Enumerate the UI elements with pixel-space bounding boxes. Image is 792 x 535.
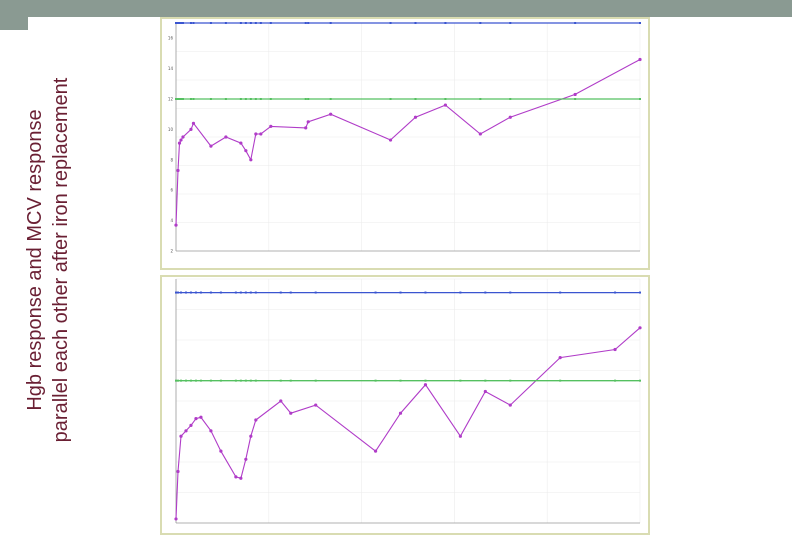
mcv-upper-limit-marker — [180, 292, 182, 294]
hgb-upper-limit-marker — [225, 22, 227, 24]
hemoglobin-chart-plot — [162, 19, 648, 268]
mcv-measured-line — [176, 328, 640, 519]
hgb-data-point — [574, 93, 577, 96]
hgb-data-point — [224, 135, 227, 138]
mcv-lower-limit-marker — [255, 380, 257, 382]
mcv-data-point — [239, 477, 242, 480]
hgb-lower-limit-marker — [305, 98, 307, 100]
mcv-lower-limit-marker — [614, 380, 616, 382]
hgb-y-tick-label: 16 — [167, 35, 173, 41]
mcv-upper-limit-marker — [190, 292, 192, 294]
hgb-data-point — [389, 138, 392, 141]
hgb-upper-limit-marker — [240, 22, 242, 24]
mcv-upper-limit-marker — [400, 292, 402, 294]
mcv-lower-limit-marker — [250, 380, 252, 382]
hgb-upper-limit-marker — [305, 22, 307, 24]
hgb-lower-limit-marker — [260, 98, 262, 100]
mcv-data-point — [174, 517, 177, 520]
mcv-upper-limit-marker — [255, 292, 257, 294]
mcv-upper-limit-marker — [639, 292, 641, 294]
hgb-data-point — [192, 122, 195, 125]
mcv-lower-limit-marker — [240, 380, 242, 382]
mcv-data-point — [509, 403, 512, 406]
mcv-lower-limit-marker — [424, 380, 426, 382]
mcv-lower-limit-marker — [280, 380, 282, 382]
hgb-upper-limit-marker — [260, 22, 262, 24]
hgb-data-point — [178, 141, 181, 144]
hgb-upper-limit-marker — [255, 22, 257, 24]
hgb-lower-limit-marker — [180, 98, 182, 100]
mcv-lower-limit-marker — [220, 380, 222, 382]
mcv-upper-limit-marker — [245, 292, 247, 294]
hgb-lower-limit-marker — [192, 98, 194, 100]
mcv-data-point — [249, 435, 252, 438]
mcv-data-point — [176, 470, 179, 473]
mcv-lower-limit-marker — [210, 380, 212, 382]
hgb-lower-limit-marker — [182, 98, 184, 100]
hgb-lower-limit-marker — [390, 98, 392, 100]
mcv-lower-limit-marker — [484, 380, 486, 382]
mcv-lower-limit-marker — [245, 380, 247, 382]
hgb-upper-limit-marker — [192, 22, 194, 24]
hgb-data-point — [189, 128, 192, 131]
mcv-data-point — [279, 399, 282, 402]
hgb-lower-limit-marker — [255, 98, 257, 100]
hgb-y-tick-label: 10 — [167, 126, 173, 132]
hgb-upper-limit-marker — [180, 22, 182, 24]
mcv-upper-limit-marker — [200, 292, 202, 294]
hgb-y-tick-label: 8 — [170, 157, 173, 163]
hgb-data-point — [307, 120, 310, 123]
hgb-data-point — [249, 158, 252, 161]
mcv-upper-limit-marker — [280, 292, 282, 294]
hgb-lower-limit-marker — [210, 98, 212, 100]
mcv-lower-limit-marker — [175, 380, 177, 382]
mcv-upper-limit-marker — [185, 292, 187, 294]
hgb-lower-limit-marker — [250, 98, 252, 100]
hgb-data-point — [414, 116, 417, 119]
hgb-lower-limit-marker — [270, 98, 272, 100]
hgb-data-point — [509, 116, 512, 119]
mcv-upper-limit-marker — [459, 292, 461, 294]
hgb-lower-limit-marker — [444, 98, 446, 100]
hgb-upper-limit-marker — [414, 22, 416, 24]
mcv-data-point — [244, 458, 247, 461]
hemoglobin-chart — [160, 17, 650, 270]
hgb-data-point — [259, 132, 262, 135]
mcv-lower-limit-marker — [177, 380, 179, 382]
mcv-data-point — [559, 356, 562, 359]
mcv-lower-limit-marker — [639, 380, 641, 382]
mcv-lower-limit-marker — [290, 380, 292, 382]
mcv-upper-limit-marker — [375, 292, 377, 294]
mcv-lower-limit-marker — [459, 380, 461, 382]
hgb-lower-limit-marker — [225, 98, 227, 100]
mcv-chart-plot — [162, 277, 648, 533]
hgb-lower-limit-marker — [509, 98, 511, 100]
hgb-y-tick-label: 12 — [167, 96, 173, 102]
mcv-lower-limit-marker — [190, 380, 192, 382]
mcv-lower-limit-marker — [400, 380, 402, 382]
hgb-data-point — [444, 103, 447, 106]
mcv-upper-limit-marker — [195, 292, 197, 294]
mcv-lower-limit-marker — [195, 380, 197, 382]
hgb-data-point — [209, 145, 212, 148]
hgb-data-point — [176, 169, 179, 172]
hgb-lower-limit-marker — [639, 98, 641, 100]
mcv-lower-limit-marker — [509, 380, 511, 382]
mcv-data-point — [199, 416, 202, 419]
mcv-lower-limit-marker — [375, 380, 377, 382]
mcv-data-point — [374, 450, 377, 453]
mcv-data-point — [209, 429, 212, 432]
mcv-upper-limit-marker — [175, 292, 177, 294]
mcv-data-point — [638, 326, 641, 329]
mcv-lower-limit-marker — [200, 380, 202, 382]
mcv-lower-limit-marker — [180, 380, 182, 382]
hgb-upper-limit-marker — [182, 22, 184, 24]
mcv-upper-limit-marker — [220, 292, 222, 294]
hgb-y-tick-label: 4 — [170, 218, 173, 224]
mcv-chart — [160, 275, 650, 535]
mcv-data-point — [484, 390, 487, 393]
mcv-data-point — [254, 418, 257, 421]
hgb-upper-limit-marker — [210, 22, 212, 24]
hgb-y-tick-label: 6 — [170, 187, 173, 193]
hgb-lower-limit-marker — [479, 98, 481, 100]
hgb-data-point — [239, 141, 242, 144]
mcv-data-point — [613, 348, 616, 351]
hgb-lower-limit-marker — [414, 98, 416, 100]
hgb-upper-limit-marker — [175, 22, 177, 24]
hgb-lower-limit-marker — [190, 98, 192, 100]
slide-title-line-1: Hgb response and MCV response — [24, 109, 46, 411]
hgb-data-point — [174, 224, 177, 227]
hgb-upper-limit-marker — [479, 22, 481, 24]
hgb-data-point — [181, 135, 184, 138]
mcv-upper-limit-marker — [484, 292, 486, 294]
hgb-data-point — [638, 58, 641, 61]
hgb-upper-limit-marker — [574, 22, 576, 24]
mcv-lower-limit-marker — [235, 380, 237, 382]
hgb-data-point — [244, 149, 247, 152]
mcv-upper-limit-marker — [614, 292, 616, 294]
mcv-upper-limit-marker — [250, 292, 252, 294]
mcv-upper-limit-marker — [290, 292, 292, 294]
mcv-data-point — [459, 435, 462, 438]
hgb-measured-line — [176, 60, 640, 226]
hgb-upper-limit-marker — [250, 22, 252, 24]
hgb-upper-limit-marker — [444, 22, 446, 24]
hgb-data-point — [329, 113, 332, 116]
slide-title — [22, 0, 74, 520]
hgb-upper-limit-marker — [509, 22, 511, 24]
hgb-upper-limit-marker — [245, 22, 247, 24]
mcv-data-point — [189, 424, 192, 427]
hgb-y-tick-label: 2 — [170, 248, 173, 254]
hgb-data-point — [254, 132, 257, 135]
mcv-lower-limit-marker — [315, 380, 317, 382]
mcv-data-point — [219, 450, 222, 453]
mcv-upper-limit-marker — [240, 292, 242, 294]
hgb-lower-limit-marker — [245, 98, 247, 100]
hgb-data-point — [269, 125, 272, 128]
mcv-data-point — [314, 403, 317, 406]
mcv-data-point — [289, 412, 292, 415]
mcv-data-point — [179, 435, 182, 438]
mcv-upper-limit-marker — [210, 292, 212, 294]
hgb-upper-limit-marker — [270, 22, 272, 24]
hgb-upper-limit-marker — [307, 22, 309, 24]
hgb-lower-limit-marker — [574, 98, 576, 100]
hgb-data-point — [304, 126, 307, 129]
hgb-y-tick-label: 14 — [167, 66, 173, 72]
mcv-upper-limit-marker — [509, 292, 511, 294]
hgb-data-point — [179, 138, 182, 141]
mcv-upper-limit-marker — [177, 292, 179, 294]
hgb-upper-limit-marker — [390, 22, 392, 24]
mcv-upper-limit-marker — [559, 292, 561, 294]
slide-header-band — [0, 0, 792, 17]
slide-title-line-2: parallel each other after iron replacement — [50, 77, 72, 443]
mcv-lower-limit-marker — [185, 380, 187, 382]
mcv-data-point — [424, 383, 427, 386]
mcv-data-point — [399, 412, 402, 415]
hgb-lower-limit-marker — [330, 98, 332, 100]
hgb-lower-limit-marker — [240, 98, 242, 100]
mcv-upper-limit-marker — [315, 292, 317, 294]
hgb-upper-limit-marker — [330, 22, 332, 24]
mcv-lower-limit-marker — [559, 380, 561, 382]
hgb-lower-limit-marker — [307, 98, 309, 100]
mcv-upper-limit-marker — [235, 292, 237, 294]
hgb-data-point — [479, 132, 482, 135]
mcv-upper-limit-marker — [424, 292, 426, 294]
mcv-data-point — [184, 429, 187, 432]
hgb-upper-limit-marker — [190, 22, 192, 24]
mcv-data-point — [234, 475, 237, 478]
hgb-upper-limit-marker — [639, 22, 641, 24]
mcv-data-point — [194, 417, 197, 420]
hgb-lower-limit-marker — [175, 98, 177, 100]
